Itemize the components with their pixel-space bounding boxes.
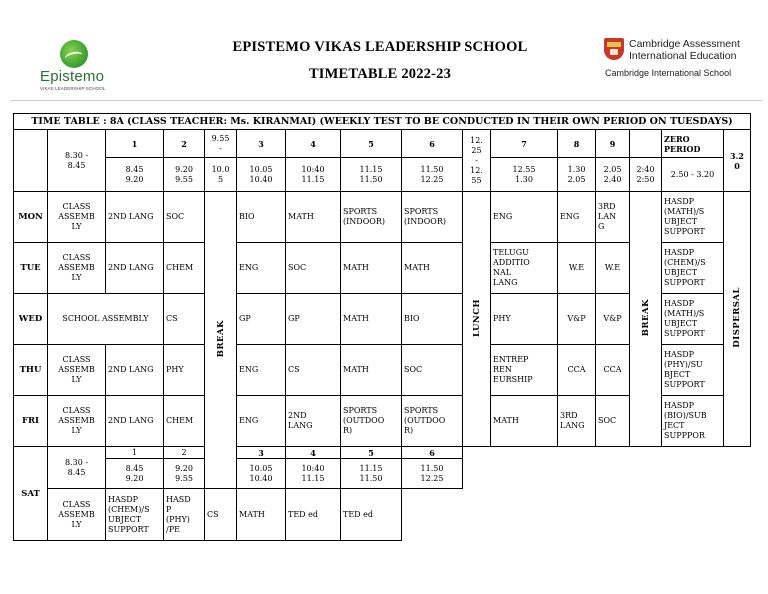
cell: HASDP (BIO)/SUB JECT SUPPPOR [662,396,724,447]
cell: MATH [341,294,402,345]
cell: HASDP (CHEM)/S UBJECT SUPPORT [106,489,164,541]
time-p3: 10.05 10.40 [237,158,286,192]
cell: SCHOOL ASSEMBLY [48,294,164,345]
cell: GP [286,294,341,345]
cell: SPORTS (OUTDOO R) [341,396,402,447]
cell: ENG [491,192,558,243]
cell: TED ed [286,489,341,541]
break2-header-blank [630,130,662,158]
cell: SPORTS (INDOOR) [402,192,463,243]
day-label: THU [14,345,48,396]
cell: MATH [237,489,286,541]
cell: HASD P (PHY) /PE [164,489,205,541]
sat-time-5: 11.15 11.50 [341,459,402,489]
cell: PHY [164,345,205,396]
cambridge-line2: International Education [629,50,737,62]
cell: CLASS ASSEMB LY [48,489,106,541]
cell: W.E [558,243,596,294]
cell: ENG [237,396,286,447]
cell: CCA [596,345,630,396]
sat-period-1: 1 [106,447,164,459]
cell: W.E [596,243,630,294]
cell: SOC [286,243,341,294]
cell: SPORTS (OUTDOO R) [402,396,463,447]
time-p2: 9.20 9.55 [164,158,205,192]
cell: CCA [558,345,596,396]
period-8: 8 [558,130,596,158]
cell: 2ND LANG [106,192,164,243]
break2-label: BREAK [640,298,651,337]
blank-area [463,447,751,541]
sat-start-time: 8.30 - 8.45 [48,447,106,489]
day-label: SAT [14,447,48,541]
period-9: 9 [596,130,630,158]
cell: SOC [596,396,630,447]
header-divider [10,100,762,101]
period-1: 1 [106,130,164,158]
cell: SPORTS (INDOOR) [341,192,402,243]
break2-column [630,192,662,447]
cell: CLASS ASSEMB LY [48,396,106,447]
timetable-caption: TIME TABLE : 8A (CLASS TEACHER: Ms. KIRANMAI) (WEEKLY TEST TO BE CONDUCTED IN THEIR OWN PERIOD ON TUESDAYS) [14,114,751,130]
cell: TELUGU ADDITIO NAL LANG [491,243,558,294]
sat-period-5: 5 [341,447,402,459]
cell: CHEM [164,243,205,294]
time-break2: 2:40 2:50 [630,158,662,192]
sat-period-2: 2 [164,447,205,459]
zero-period-header: ZERO PERIOD [662,130,724,158]
cell: SOC [402,345,463,396]
break1-time-bottom: 10.0 5 [205,158,237,192]
blank-corner [14,130,48,192]
break-column [205,192,237,489]
dispersal-column [724,192,751,447]
cell: ENTREP REN EURSHIP [491,345,558,396]
cell: ENG [237,243,286,294]
cell: 2ND LANG [106,396,164,447]
cell: 3RD LAN G [596,192,630,243]
cell: HASDP (MATH)/S UBJECT SUPPORT [662,294,724,345]
lunch-column [463,192,491,447]
cell: V&P [596,294,630,345]
sat-time-4: 10:40 11.15 [286,459,341,489]
cell: 2ND LANG [106,243,164,294]
timetable [13,113,751,541]
day-label: FRI [14,396,48,447]
cell: CS [164,294,205,345]
time-p7: 12.55 1.30 [491,158,558,192]
logo-tagline: VIKAS LEADERSHIP SCHOOL [40,86,106,91]
lunch-label: LUNCH [471,298,482,337]
cell: MATH [491,396,558,447]
dispersal-time: 3.2 0 [724,130,751,192]
break1-time-top: 9.55 - [205,130,237,158]
sat-period-3: 3 [237,447,286,459]
period-4: 4 [286,130,341,158]
cell: CHEM [164,396,205,447]
period-2: 2 [164,130,205,158]
sat-time-3: 10.05 10.40 [237,459,286,489]
cell: CLASS ASSEMB LY [48,243,106,294]
sat-time-6: 11.50 12.25 [402,459,463,489]
table-row [14,192,751,243]
cell: ENG [558,192,596,243]
time-p9: 2.05 2.40 [596,158,630,192]
timetable-title: TIMETABLE 2022-23 [308,66,452,82]
period-6: 6 [402,130,463,158]
dispersal-label: DISPERSAL [732,287,742,348]
cambridge-line1: Cambridge Assessment [629,38,740,50]
cell: MATH [341,243,402,294]
time-p5: 11.15 11.50 [341,158,402,192]
cell: V&P [558,294,596,345]
lunch-time [463,130,491,192]
time-p6: 11.50 12.25 [402,158,463,192]
cell: TED ed [341,489,402,541]
cambridge-logo [604,38,754,84]
sat-period-6: 6 [402,447,463,459]
day-label: MON [14,192,48,243]
period-5: 5 [341,130,402,158]
time-p4: 10:40 11.15 [286,158,341,192]
cell: HASDP (PHY)/SU BJECT SUPPORT [662,345,724,396]
day-label: WED [14,294,48,345]
logo-text: Epistemo [40,68,105,85]
cell: MATH [286,192,341,243]
leaf-logo-icon [60,40,88,68]
cambridge-shield-icon [604,38,624,60]
cell: 2ND LANG [106,345,164,396]
day-label: TUE [14,243,48,294]
cell: 3RD LANG [558,396,596,447]
sat-period-4: 4 [286,447,341,459]
school-name: EPISTEMO VIKAS LEADERSHIP SCHOOL [232,39,528,55]
cell: CS [205,489,237,541]
school-logo [38,38,116,94]
cell: GP [237,294,286,345]
break-label: BREAK [215,319,226,358]
time-p8: 1.30 2.05 [558,158,596,192]
cell: CLASS ASSEMB LY [48,345,106,396]
cell: 2ND LANG [286,396,341,447]
cell: ENG [237,345,286,396]
cell: BIO [402,294,463,345]
cell: PHY [491,294,558,345]
cell: HASDP (CHEM)/S UBJECT SUPPORT [662,243,724,294]
cell: MATH [341,345,402,396]
period-3: 3 [237,130,286,158]
cell: HASDP (MATH)/S UBJECT SUPPORT [662,192,724,243]
cell: BIO [237,192,286,243]
cell: CS [286,345,341,396]
time-zero: 2.50 - 3.20 [662,158,724,192]
cell: CLASS ASSEMB LY [48,192,106,243]
sat-time-1: 8.45 9.20 [106,459,164,489]
time-p1: 8.45 9.20 [106,158,164,192]
period-7: 7 [491,130,558,158]
cell: MATH [402,243,463,294]
lunch-time-top: 12. 25 - [470,135,483,165]
cambridge-line3: Cambridge International School [605,68,732,78]
cell: SOC [164,192,205,243]
lunch-time-bottom: 12. 55 [470,165,483,185]
start-time: 8.30 - 8.45 [48,130,106,192]
sat-time-2: 9.20 9.55 [164,459,205,489]
